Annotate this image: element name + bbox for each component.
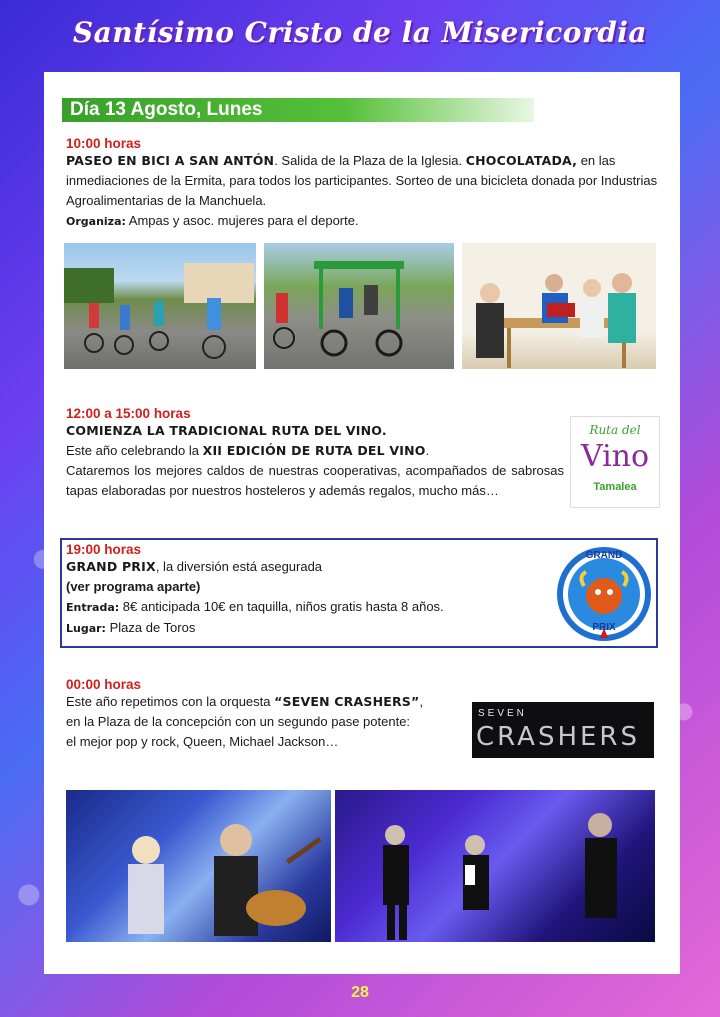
logo-main-text: Vino bbox=[580, 439, 650, 474]
content-panel bbox=[44, 72, 680, 974]
organizer-label: Organiza: bbox=[66, 215, 126, 228]
grand-prix-logo bbox=[554, 546, 654, 646]
chocolate-party-photo bbox=[462, 243, 656, 369]
logo-bottom-text: PRIX bbox=[592, 622, 616, 633]
event-time: 00:00 horas bbox=[66, 677, 142, 692]
event-time: 19:00 horas bbox=[66, 542, 142, 557]
logo-main-text: CRASHERS bbox=[476, 722, 641, 752]
page-number: 28 bbox=[351, 984, 369, 1001]
entrada-label: Entrada: bbox=[66, 601, 120, 614]
event-text: , la diversión está asegurada bbox=[155, 559, 323, 574]
event-seven-crashers bbox=[66, 677, 486, 752]
event-headline: GRAND PRIX bbox=[66, 559, 156, 574]
event-line-3: el mejor pop y rock, Queen, Michael Jackson… bbox=[66, 734, 339, 749]
event-headline: COMIENZA LA TRADICIONAL RUTA DEL VINO. bbox=[66, 423, 387, 438]
event-description: Cataremos los mejores caldos de nuestras cooperativas, acompañados de sabrosas tapas elaboradas por nuestros hosteleros y además regalos, mucho más… bbox=[66, 463, 564, 498]
event-headline-line bbox=[66, 421, 564, 441]
event-text: Este año repetimos con la orquesta bbox=[66, 694, 275, 709]
event-text: . Salida de la Plaza de la Iglesia. bbox=[274, 153, 466, 168]
seven-crashers-logo bbox=[472, 702, 654, 758]
event-headline-2: CHOCOLATADA, bbox=[465, 153, 578, 168]
concert-dancers-photo bbox=[335, 790, 655, 942]
logo-top-text: SEVEN bbox=[478, 708, 527, 719]
logo-bottom-text: Tamalea bbox=[593, 481, 637, 493]
event-lugar bbox=[66, 618, 566, 639]
event-line-2: en la Plaza de la concepción con un segundo pase potente: bbox=[66, 714, 411, 729]
day-header-bar bbox=[62, 98, 534, 122]
event-organizer bbox=[66, 211, 658, 232]
ruta-del-vino-logo bbox=[570, 416, 660, 508]
event-grand-prix bbox=[66, 542, 566, 639]
event-edition-line bbox=[66, 441, 564, 461]
logo-top-text: GRAND bbox=[585, 550, 623, 561]
event-bike-ride bbox=[66, 136, 658, 232]
event-text-end: . bbox=[425, 443, 430, 458]
lugar-label: Lugar: bbox=[66, 622, 106, 635]
logo-top-text: Ruta del bbox=[589, 423, 641, 437]
event-headline: PASEO EN BICI A SAN ANTÓN bbox=[66, 153, 275, 168]
concert-singers-photo bbox=[66, 790, 331, 942]
page-title: Santísimo Cristo de la Misericordia bbox=[72, 16, 648, 49]
event-text: Este año celebrando la bbox=[66, 443, 203, 458]
event-text-2: en las inmediaciones de la Ermita, para todos los participantes. Sorteo de una bicicleta donada por Industrias Agroalimentarias de la Manchuela. bbox=[66, 153, 658, 208]
event-wine-route bbox=[66, 406, 564, 501]
bike-group-photo bbox=[264, 243, 454, 369]
event-time: 10:00 horas bbox=[66, 136, 142, 151]
event-headline-line bbox=[66, 557, 566, 577]
event-program-note: (ver programa aparte) bbox=[66, 579, 201, 594]
event-text-end: , bbox=[419, 694, 424, 709]
event-line-1 bbox=[66, 692, 486, 712]
event-description bbox=[66, 151, 658, 211]
bike-riders-photo bbox=[64, 243, 256, 369]
organizer-value: Ampas y asoc. mujeres para el deporte. bbox=[125, 213, 359, 228]
day-label: Día 13 Agosto, Lunes bbox=[70, 99, 263, 120]
event-band-name: “SEVEN CRASHERS” bbox=[274, 694, 420, 709]
event-time: 12:00 a 15:00 horas bbox=[66, 406, 191, 421]
event-entrada bbox=[66, 597, 566, 618]
lugar-value: Plaza de Toros bbox=[105, 620, 196, 635]
entrada-value: 8€ anticipada 10€ en taquilla, niños gratis hasta 8 años. bbox=[119, 599, 444, 614]
event-edition: XII EDICIÓN DE RUTA DEL VINO bbox=[202, 443, 426, 458]
